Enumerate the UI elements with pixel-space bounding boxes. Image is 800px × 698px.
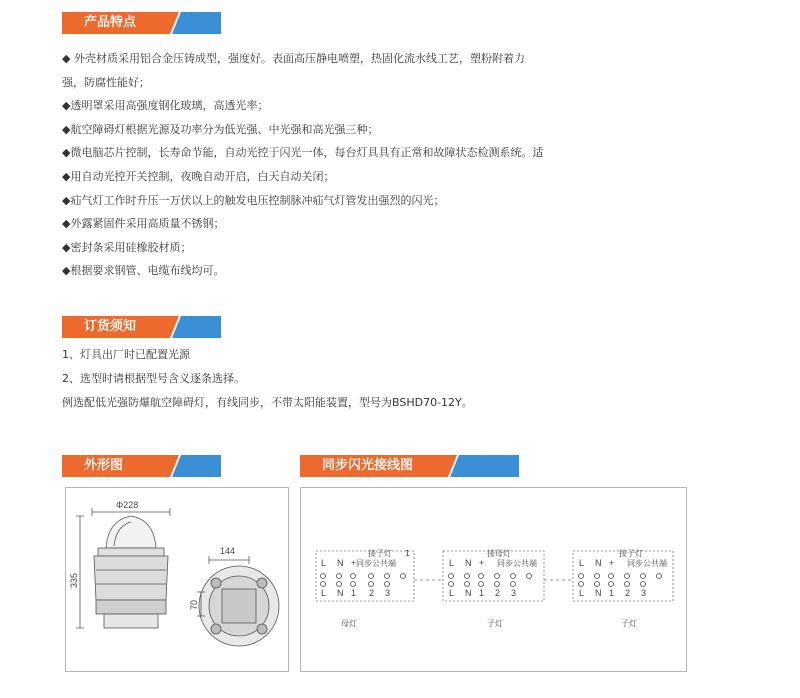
unit-sub: 同步公共端 — [356, 559, 396, 568]
height-label: 335 — [69, 572, 79, 588]
feature-item: ◆航空障碍灯根据光源及功率分为低光强、中光强和高光强三种； — [62, 122, 379, 136]
wiring-unit-child-2 — [573, 548, 673, 628]
ordering-note: 例选配低光强防爆航空障碍灯，有线同步，不带太阳能装置，型号为BSHD70-12Y。 — [62, 396, 473, 409]
terminal-label: 1 — [351, 588, 357, 598]
feature-item: ◆密封条采用硅橡胶材质； — [62, 240, 192, 254]
feature-item: ◆用自动光控开关控制，夜晚自动开启，白天自动关闭； — [62, 169, 335, 183]
diameter-label: Φ228 — [116, 500, 139, 510]
terminal-label: 2 — [495, 588, 501, 598]
terminal-label: N — [465, 588, 472, 598]
terminal-label: 3 — [385, 588, 391, 598]
feature-text-continued: 强，防腐性能好； — [62, 75, 150, 89]
wiring-diagram — [301, 488, 686, 671]
terminal-label: N — [595, 588, 602, 598]
unit-caption: 子灯 — [621, 619, 637, 628]
terminal-label: + — [351, 558, 357, 568]
terminal-label: + — [479, 558, 485, 568]
unit-sub: 同步公共端 — [497, 559, 537, 568]
unit-caption: 母灯 — [341, 619, 357, 628]
ordering-notes — [62, 343, 473, 415]
terminal-label: 1 — [609, 588, 615, 598]
depth-label: 70 — [189, 599, 199, 610]
unit-sub: 同步公共端 — [627, 559, 667, 568]
ordering-header-accent — [181, 316, 221, 338]
wiring-unit-mother — [316, 548, 414, 628]
terminal-label: 2 — [369, 588, 375, 598]
terminal-label: N — [337, 558, 344, 568]
terminal-label: N — [465, 558, 472, 568]
unit-caption: 子灯 — [487, 619, 503, 628]
outline-drawing — [66, 488, 288, 671]
feature-item — [62, 47, 622, 94]
terminal-label: + — [609, 558, 615, 568]
outline-section-title: 外形图 — [62, 455, 170, 477]
terminal-label: 3 — [641, 588, 647, 598]
features-list — [62, 47, 622, 283]
terminal-label: L — [321, 588, 327, 598]
feature-item: ◆疝气灯工作时升压一万伏以上的触发电压控制脉冲疝气灯管发出强烈的闪光； — [62, 193, 445, 207]
feature-item: ◆透明罩采用高强度钢化玻璃，高透光率； — [62, 99, 269, 113]
ordering-section-title: 订货须知 — [62, 316, 170, 338]
terminal-label: L — [449, 588, 455, 598]
features-section-title: 产品特点 — [62, 12, 170, 34]
wiring-section-header — [300, 455, 519, 477]
unit-tag: 1 — [405, 549, 411, 558]
feature-item: ◆外露紧固件采用高质量不锈钢； — [62, 217, 225, 231]
features-header-accent — [181, 12, 221, 34]
feature-item: ◆微电脑芯片控制，长寿命节能，自动光控于闪光一体，每台灯具具有正常和故障状态检测系统。适 — [62, 146, 544, 160]
terminal-label: 2 — [625, 588, 631, 598]
features-section-header — [62, 12, 221, 34]
terminal-label: N — [595, 558, 602, 568]
outline-section-header — [62, 455, 221, 477]
outline-drawing-panel — [65, 487, 289, 672]
ordering-note: 1、灯具出厂时已配置光源 — [62, 348, 190, 361]
unit-header: 接子灯 — [619, 549, 643, 558]
terminal-label: 3 — [511, 588, 517, 598]
terminal-label: N — [337, 588, 344, 598]
terminal-label: L — [449, 558, 455, 568]
width-label: 144 — [220, 546, 236, 556]
wiring-diagram-panel — [300, 487, 687, 672]
terminal-label: L — [321, 558, 327, 568]
wiring-unit-child-1 — [443, 548, 544, 628]
wiring-header-accent — [459, 455, 519, 477]
terminal-label: L — [579, 588, 585, 598]
unit-header: 接子灯 — [368, 549, 392, 558]
wiring-section-title: 同步闪光接线图 — [300, 455, 448, 477]
ordering-section-header — [62, 316, 221, 338]
feature-item: ◆根据要求钢管、电缆布线均可。 — [62, 264, 225, 278]
unit-header: 接母灯 — [487, 549, 511, 558]
terminal-label: L — [579, 558, 585, 568]
terminal-label: 1 — [479, 588, 485, 598]
ordering-note: 2、选型时请根据型号含义逐条选择。 — [62, 372, 245, 385]
feature-text: ◆ 外壳材质采用铝合金压铸成型，强度好。表面高压静电喷塑，热固化流水线工艺，塑粉附着力 — [62, 52, 525, 65]
outline-header-accent — [181, 455, 221, 477]
